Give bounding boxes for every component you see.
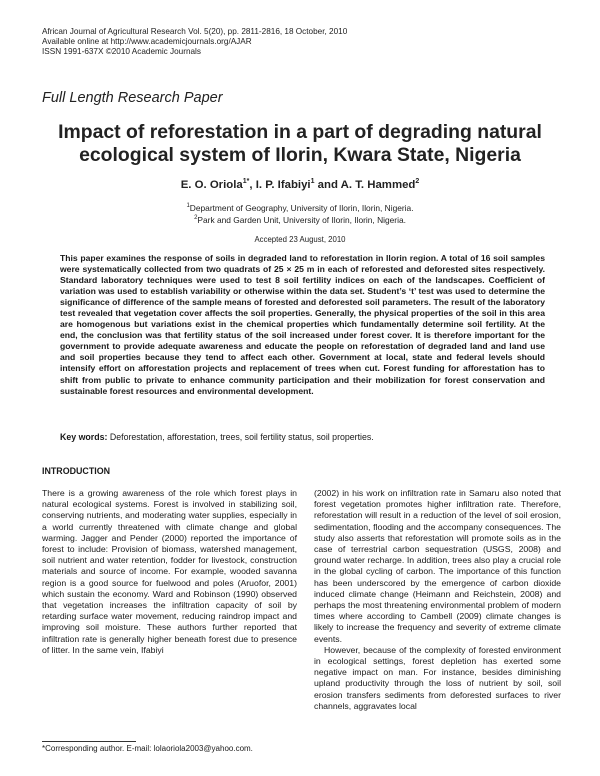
author-2: I. P. Ifabiyi [255,178,311,191]
author-3-affil: 2 [415,178,420,185]
accepted-date: Accepted 23 August, 2010 [254,235,346,244]
authors-line [40,178,560,191]
author-separator: , [249,178,256,191]
paragraph: However, because of the complexity of forested environment in ecological settings, forest depletion has exerted some negative impact on man. For instance, besides diminishing upland productivity through the loss of nutrient by soil, soil erosion transfers sediments from deforested surfaces to river channels, aggravates local [314,644,561,711]
author-separator: and [314,178,341,191]
introduction-heading: INTRODUCTION [42,466,111,476]
right-column [314,488,561,712]
keywords [60,432,545,442]
title-line-2: ecological system of Ilorin, Kwara State, Nigeria [79,144,521,166]
author-1: E. O. Oriola [180,178,243,191]
abstract: This paper examines the response of soils in degraded land to reforestation in Ilorin region. A total of 16 soil samples were systematically collected from two quadrats of 25 × 25 m in each of reforested and deforested sites respectively. Standard laboratory techniques were used to test 8 soil fertility indices on each of the landscapes. Coefficient of variation was used to establish variability or otherwise within the data set. Student’s ‘t’ test was used to determine the significance of difference of the sample means of forested and deforested soil parameters. The result of the laboratory test revealed that vegetation cover affects the soil properties. Generally, the physical properties of the soil in this area are homogenous but variations exist in the chemical properties which fundamentally determine soil fertility. At the end, the conclusion was that fertility status of the soil increased under forest cover. It is therefore important for the government to provide adequate awareness and educate the people on reforestation of degraded land and land use and soil properties because they tend to affect each other. Government at local, state and federal levels should intensify effort on afforestation projects and replacement of trees when cut. Forest funding for afforestation has to shift from public to private to enhance community participation and their mobilization for forest conservation and sustainable forest resources and environmental development. [60,253,545,396]
title-line-1: Impact of reforestation in a part of degrading natural [58,121,542,143]
keywords-text: Deforestation, afforestation, trees, soil fertility status, soil properties. [109,432,374,442]
paper-title [36,121,564,167]
journal-header [42,27,347,57]
journal-issn: ISSN 1991-637X ©2010 Academic Journals [42,47,201,56]
left-column [42,488,297,656]
journal-availability: Available online at http://www.academicjournals.org/AJAR [42,37,252,46]
author-3: A. T. Hammed [340,178,416,191]
journal-citation: African Journal of Agricultural Research Vol. 5(20), pp. 2811-2816, 18 October, 2010 [42,27,348,36]
author-2-affil: 1 [310,178,315,185]
footnote-divider [42,741,136,742]
keywords-label: Key words: [60,432,108,442]
author-1-affil: 1* [242,178,250,185]
affiliation-1: $^1$Department of Geography, University of Ilorin, Ilorin, Nigeria. [186,202,414,213]
paragraph: There is a growing awareness of the role which forest plays in natural ecological systems. Forest is involved in stabilizing soil, conserving nutrients, and moderating water supplies, especially in a world currently threatened with climate change and global warming. Jagger and Pender (2000) reported the importance of forest to include: Provision of biomass, watershed management, soil nutrient and water retention, fodder for livestock, construction materials and source of income. For example, wooded savanna region is a good source for fuelwood and poles (Aruofor, 2001) which sustain the economy. Ward and Robinson (1990) observed that vegetation increases the infiltration capacity of soil by retarding surface water movement, reducing raindrop impact and improving soil moisture. These authors further reported that infiltration rate is generally higher beneath forest due to presence of litter. In the same vein, Ifabiyi [42,488,297,655]
affiliation-2: $^2$Park and Garden Unit, University of Ilorin, Ilorin, Nigeria. [194,214,406,225]
corresponding-author-footnote: *Corresponding author. E-mail: lolaoriola2003@yahoo.com. [42,744,253,753]
paper-type: Full Length Research Paper [42,90,223,106]
paragraph: (2002) in his work on infiltration rate in Samaru also noted that forest vegetation promotes higher infiltration rate. Therefore, reforestation will result in a reduction of the level of soil erosion, sedimentation, flooding and the accompany consequences. The study also asserts that reforestation will promote soils as in the case of terrestrial carbon sequestration (USGS, 2008) and ground water recharge. In addition, trees also play a crucial role in the global cycling of carbon. The importance of this function has been underscored by the emergence of carbon dioxide induced climate change (Heimann and Reichstein, 2008) and perhaps the most threatening environmental problem of modern times where according to Cambell (2009) climate changes is likely to increase the frequency and severity of extreme climate events. [314,488,561,644]
affiliations [40,201,560,225]
